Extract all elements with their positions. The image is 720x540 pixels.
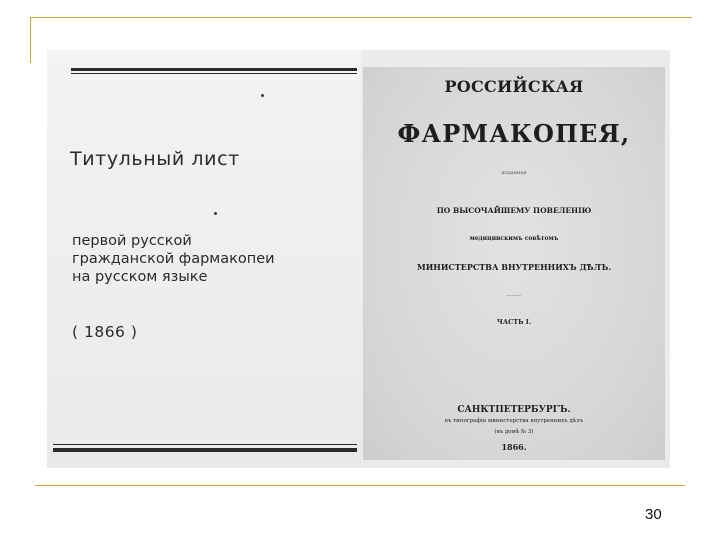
caption-line: первой русской [72, 233, 192, 249]
title-page [363, 67, 665, 460]
left-divider-line [30, 17, 31, 63]
bottom-rule-thin [53, 444, 357, 445]
bottom-rule-thick [53, 448, 357, 452]
title-page-city: САНКТПЕТЕРБУРГЪ. [457, 405, 571, 415]
title-page-line: изданная [501, 170, 527, 176]
title-page-line: ПО ВЫСОЧАЙШЕМУ ПОВЕЛЕНІЮ [436, 206, 592, 215]
caption-year: ( 1866 ) [72, 323, 138, 341]
print-speck [214, 212, 217, 215]
title-page-line: ЧАСТЬ I. [496, 318, 532, 326]
caption-line: гражданской фармакопеи [72, 251, 275, 267]
title-page-line: РОССИЙСКАЯ [444, 77, 584, 96]
scanned-photo [47, 50, 670, 468]
bottom-divider-line [35, 485, 685, 486]
title-page-heading: ФАРМАКОПЕЯ, [397, 119, 631, 148]
print-speck [261, 94, 264, 97]
title-page-separator: ——— [506, 293, 522, 299]
title-page-year: 1866. [501, 442, 527, 452]
slide-number: 30 [645, 506, 662, 523]
caption-page [47, 50, 361, 468]
caption-line: на русском языке [72, 269, 208, 285]
caption-title: Титульный лист [70, 148, 240, 170]
caption-body [72, 232, 352, 286]
title-page-line: (въ домѣ № 3) [494, 429, 534, 435]
title-page-line: въ типографіи министерства внутреннихъ дѣлъ [444, 418, 584, 424]
title-page-line: МИНИСТЕРСТВА ВНУТРЕННИХЪ ДѢЛЪ. [416, 262, 612, 272]
title-page-line: медицинскимъ совѣтомъ [469, 235, 559, 242]
top-rule-thick [71, 68, 357, 71]
top-divider-line [30, 17, 692, 18]
top-rule-thin [71, 73, 357, 74]
